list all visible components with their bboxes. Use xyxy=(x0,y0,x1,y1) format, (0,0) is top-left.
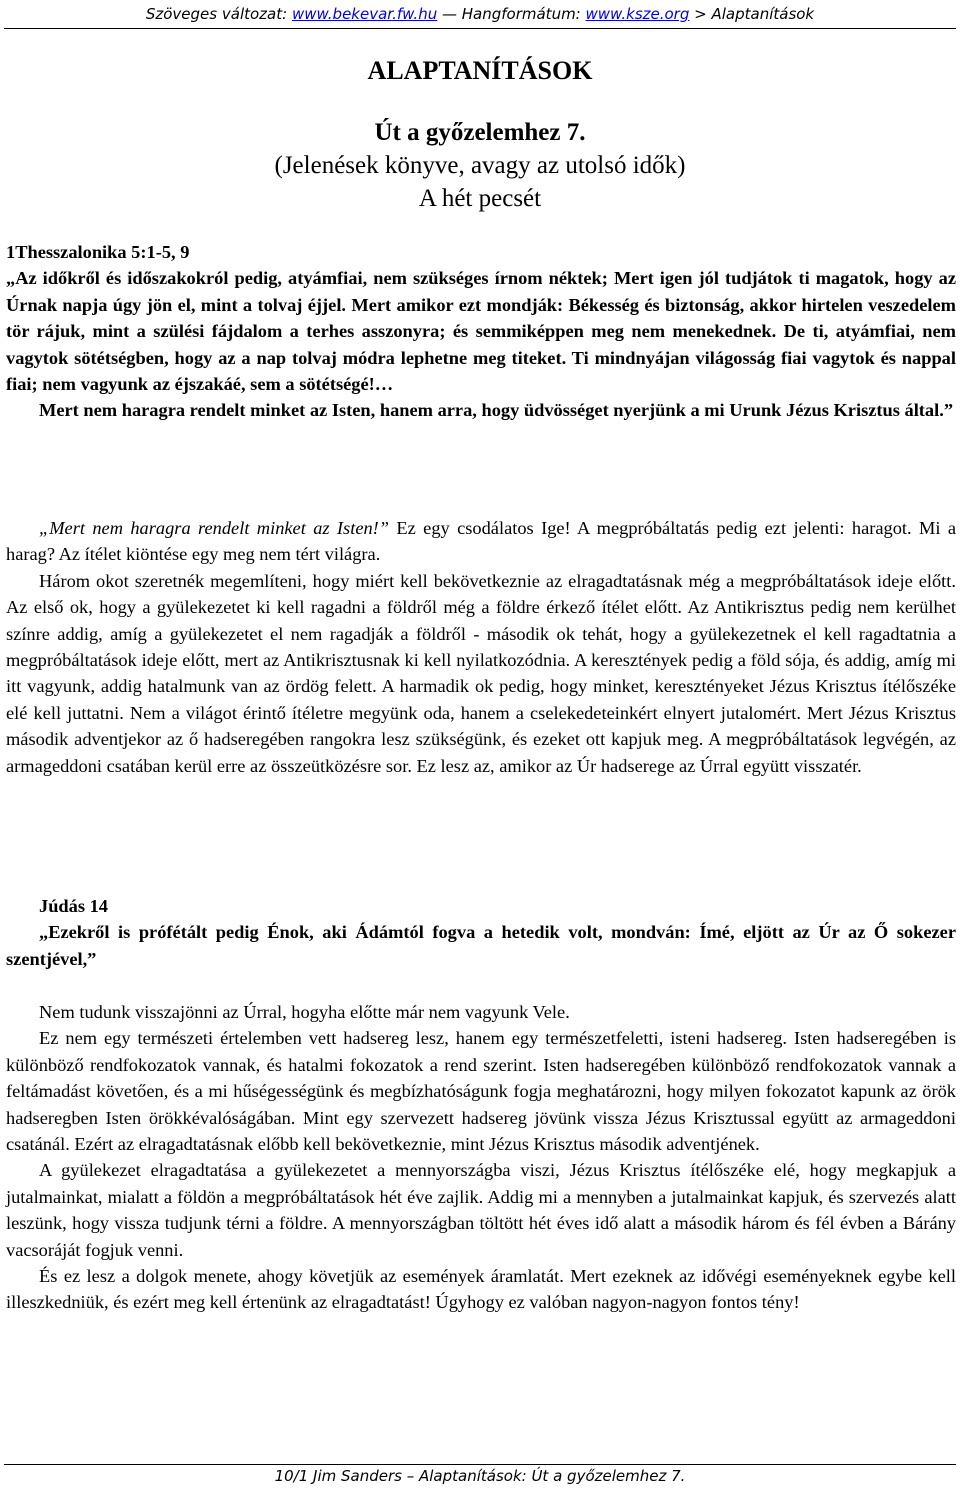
scripture-reference: 1Thesszalonika 5:1-5, 9 xyxy=(6,242,190,262)
paragraph: És ez lesz a dolgok menete, ahogy követjük az események áramlatát. Mert ezeknek az idővégi eseményeknek egybe kell illeszkedniük, és ezért meg kell értenünk az elragadtatást! Úgyhogy ez valóban nagyon-nagyon fontos tény! xyxy=(6,1266,956,1313)
italic-quote: „Mert nem haragra rendelt minket az Isten!” xyxy=(39,518,390,538)
header-middle: — Hangformátum: xyxy=(437,5,586,23)
header-link-ksze[interactable]: www.ksze.org xyxy=(585,5,690,23)
subtitle-line-1: Út a győzelemhez 7. xyxy=(374,119,586,146)
paragraph: Három okot szeretnék megemlíteni, hogy miért kell bekövetkeznie az elragadtatásnak még a megpróbáltatások ideje előtt. Az első ok, hogy a gyülekezetet ki kell ragadni a földről még a földre érkező ítélet előtt. Az Antikrisztus pedig nem kerülhet színre addig, amíg a gyülekezetet el nem ragadják a földről - második ok tehát, hogy a gyülekezetnek el kell ragadtatnia a megpróbáltatások ideje előtt, mert az Antikrisztusnak ki kell nyilatkozódnia. A keresztények pedig a föld sója, és addig, amíg mi itt vagyunk, addig hatalmunk van az ördög felett. A harmadik ok pedig, hogy minket, keresztényeket Jézus Krisztus ítélőszéke elé kell juttatni. Nem a világot érintő ítéletre megyünk oda, hanem a cselekedeteinkért elnyert jutalomért. Mert Jézus Krisztus második adventjekor az ő hadseregében rangokra lesz szükségünk, és ezeket ott kapjuk meg. A megpróbáltatások legvégén, az armageddoni csatában kerül erre az összeütközésre sor. Ez lesz az, amikor az Úr hadserege az Úrral együtt visszatér. xyxy=(6,570,956,776)
paragraph: A gyülekezet elragadtatása a gyülekezetet a mennyországba viszi, Jézus Krisztus ítélőszéke elé, hogy megkapjuk a jutalmainkat, mialatt a földön a megpróbáltatások hét éve zajlik. Addig mi a mennyben a jutalmainkat kapjuk, és szervezés alatt leszünk, hogy vissza tudjunk térni a földre. A mennyországban töltött hét éves idő alatt a második három és fél évben a Bárány vacsoráját fogjuk venni. xyxy=(6,1160,956,1260)
paragraph xyxy=(6,515,956,568)
paragraph: Ez nem egy természeti értelemben vett hadsereg lesz, hanem egy természetfeletti, isteni hadsereg. Isten hadseregében is különböző rendfokozatok vannak, és hatalmi fokozatok a rend szerint. Isten hadseregében különböző rendfokozatok vannak a feltámadást követően, és a mi hűségességünk és megbízhatóságunk fogja meghatározni, hogy milyen fokozatot kapunk az örök hadseregben Isten örökkévalóságában. Mint egy szervezett hadsereg jövünk vissza Jézus Krisztussal együtt az armageddoni csatánál. Ezért az elragadtatásnak előbb kell bekövetkeznie, mint Jézus Krisztus második adventjének. xyxy=(6,1028,956,1155)
scripture-reference: Júdás 14 xyxy=(39,896,108,916)
header-prefix: Szöveges változat: xyxy=(145,5,292,23)
closing-block xyxy=(6,999,956,1316)
scripture-block-2 xyxy=(6,893,956,972)
subtitle-line-2: (Jelenések könyve, avagy az utolsó idők) xyxy=(274,152,686,179)
scripture-quote: „Az időkről és időszakokról pedig, atyámfiai, nem szükséges írnom néktek; Mert igen jól tudjátok ti magatok, hogy az Úrnak napja úgy jön el, mint a tolvaj éjjel. Mert amikor ezt mondják: Békesség és biztonság, akkor hirtelen veszedelem tör rájuk, mint a szülési fájdalom a terhes asszonyra; és semmiképpen meg nem menekednek. De ti, atyámfiai, nem vagytok sötétségben, hogy az a nap tolvaj módra lephetne meg titeket. Ti mindnyájan világosság fiai vagytok és nappal fiai; nem vagyunk az éjszakáé, sem a sötétségé!… xyxy=(6,268,956,395)
paragraph: Nem tudunk visszajönni az Úrral, hogyha előtte már nem vagyunk Vele. xyxy=(39,1002,570,1022)
subtitle-line-3: A hét pecsét xyxy=(418,185,542,212)
footer-divider xyxy=(4,1464,956,1465)
scripture-quote: „Ezekről is prófétált pedig Énok, aki Ádámtól fogva a hetedik volt, mondván: Ímé, eljött az Úr az Ő sokezer szentjével,” xyxy=(6,922,956,969)
header-link-bekevar[interactable]: www.bekevar.fw.hu xyxy=(291,5,438,23)
page-title: ALAPTANÍTÁSOK xyxy=(367,56,593,85)
scripture-block-1 xyxy=(6,239,956,424)
commentary-block xyxy=(6,515,956,779)
page-header xyxy=(0,4,960,24)
header-suffix: > Alaptanítások xyxy=(689,5,815,23)
header-divider xyxy=(4,28,956,29)
page-footer: 10/1 Jim Sanders – Alaptanítások: Út a győzelemhez 7. xyxy=(274,1467,686,1485)
scripture-quote-continued: Mert nem haragra rendelt minket az Isten, hanem arra, hogy üdvösséget nyerjünk a mi Urunk Jézus Krisztus által.” xyxy=(39,400,954,421)
paragraph-text: Ez egy csodálatos Ige! A megpróbáltatás pedig ezt jelenti: haragot. Mi a harag? Az ítélet kiöntése egy meg nem tért világra. xyxy=(6,518,956,565)
